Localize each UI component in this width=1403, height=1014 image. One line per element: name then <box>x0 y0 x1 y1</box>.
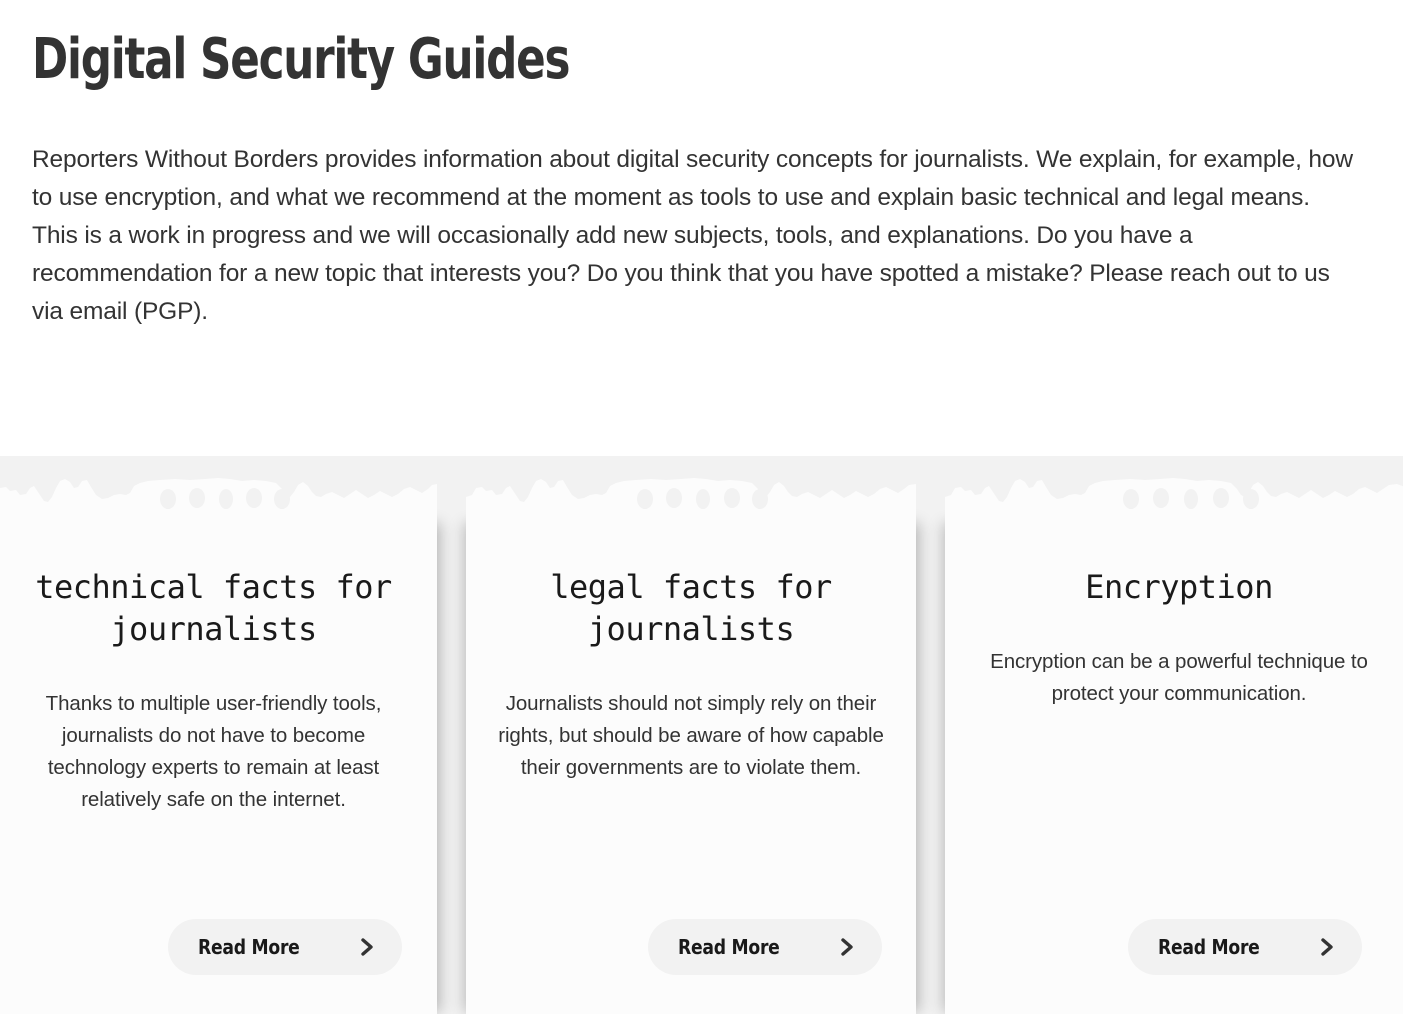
card-body-text: Thanks to multiple user-friendly tools, journalists do not have to become technology experts to remain at least relatively safe on the internet. <box>45 692 382 811</box>
chevron-right-icon <box>360 937 376 957</box>
chevron-right-icon <box>840 937 856 957</box>
read-more-button[interactable] <box>648 919 882 975</box>
header-section <box>0 0 1403 456</box>
torn-paper-edge-icon <box>945 475 1403 523</box>
read-more-button-container <box>168 919 402 975</box>
read-more-label: Read More <box>1158 935 1260 959</box>
page-title: Digital Security Guides <box>32 27 570 92</box>
card-title: Encryption <box>1085 568 1273 606</box>
intro-paragraph-2: This is a work in progress and we will occasionally add new subjects, tools, and explanations. Do you have a recommendation for a new topic that interests you? Do you think that you have spotted a mistake? Please reach out to us via email (PGP). <box>32 222 1330 325</box>
intro-paragraph-1: Reporters Without Borders provides information about digital security concepts for journalists. We explain, for example, how to use encryption, and what we recommend at the moment as tools to use and explain basic technical and legal means. <box>32 146 1353 211</box>
card-body-text: Journalists should not simply rely on their rights, but should be aware of how capable their governments are to violate them. <box>498 692 884 779</box>
read-more-button-container <box>1128 919 1362 975</box>
read-more-button[interactable] <box>1128 919 1362 975</box>
torn-paper-edge-icon <box>0 475 437 523</box>
read-more-label: Read More <box>198 935 300 959</box>
read-more-button-container <box>648 919 882 975</box>
read-more-label: Read More <box>678 935 780 959</box>
torn-paper-edge-icon <box>466 475 916 523</box>
card-title: legal facts for journalists <box>550 568 832 648</box>
intro-text-block <box>32 141 1362 331</box>
chevron-right-icon <box>1320 937 1336 957</box>
read-more-button[interactable] <box>168 919 402 975</box>
card-body-text: Encryption can be a powerful technique to protect your communication. <box>990 650 1368 705</box>
card-title: technical facts for journalists <box>35 568 392 648</box>
